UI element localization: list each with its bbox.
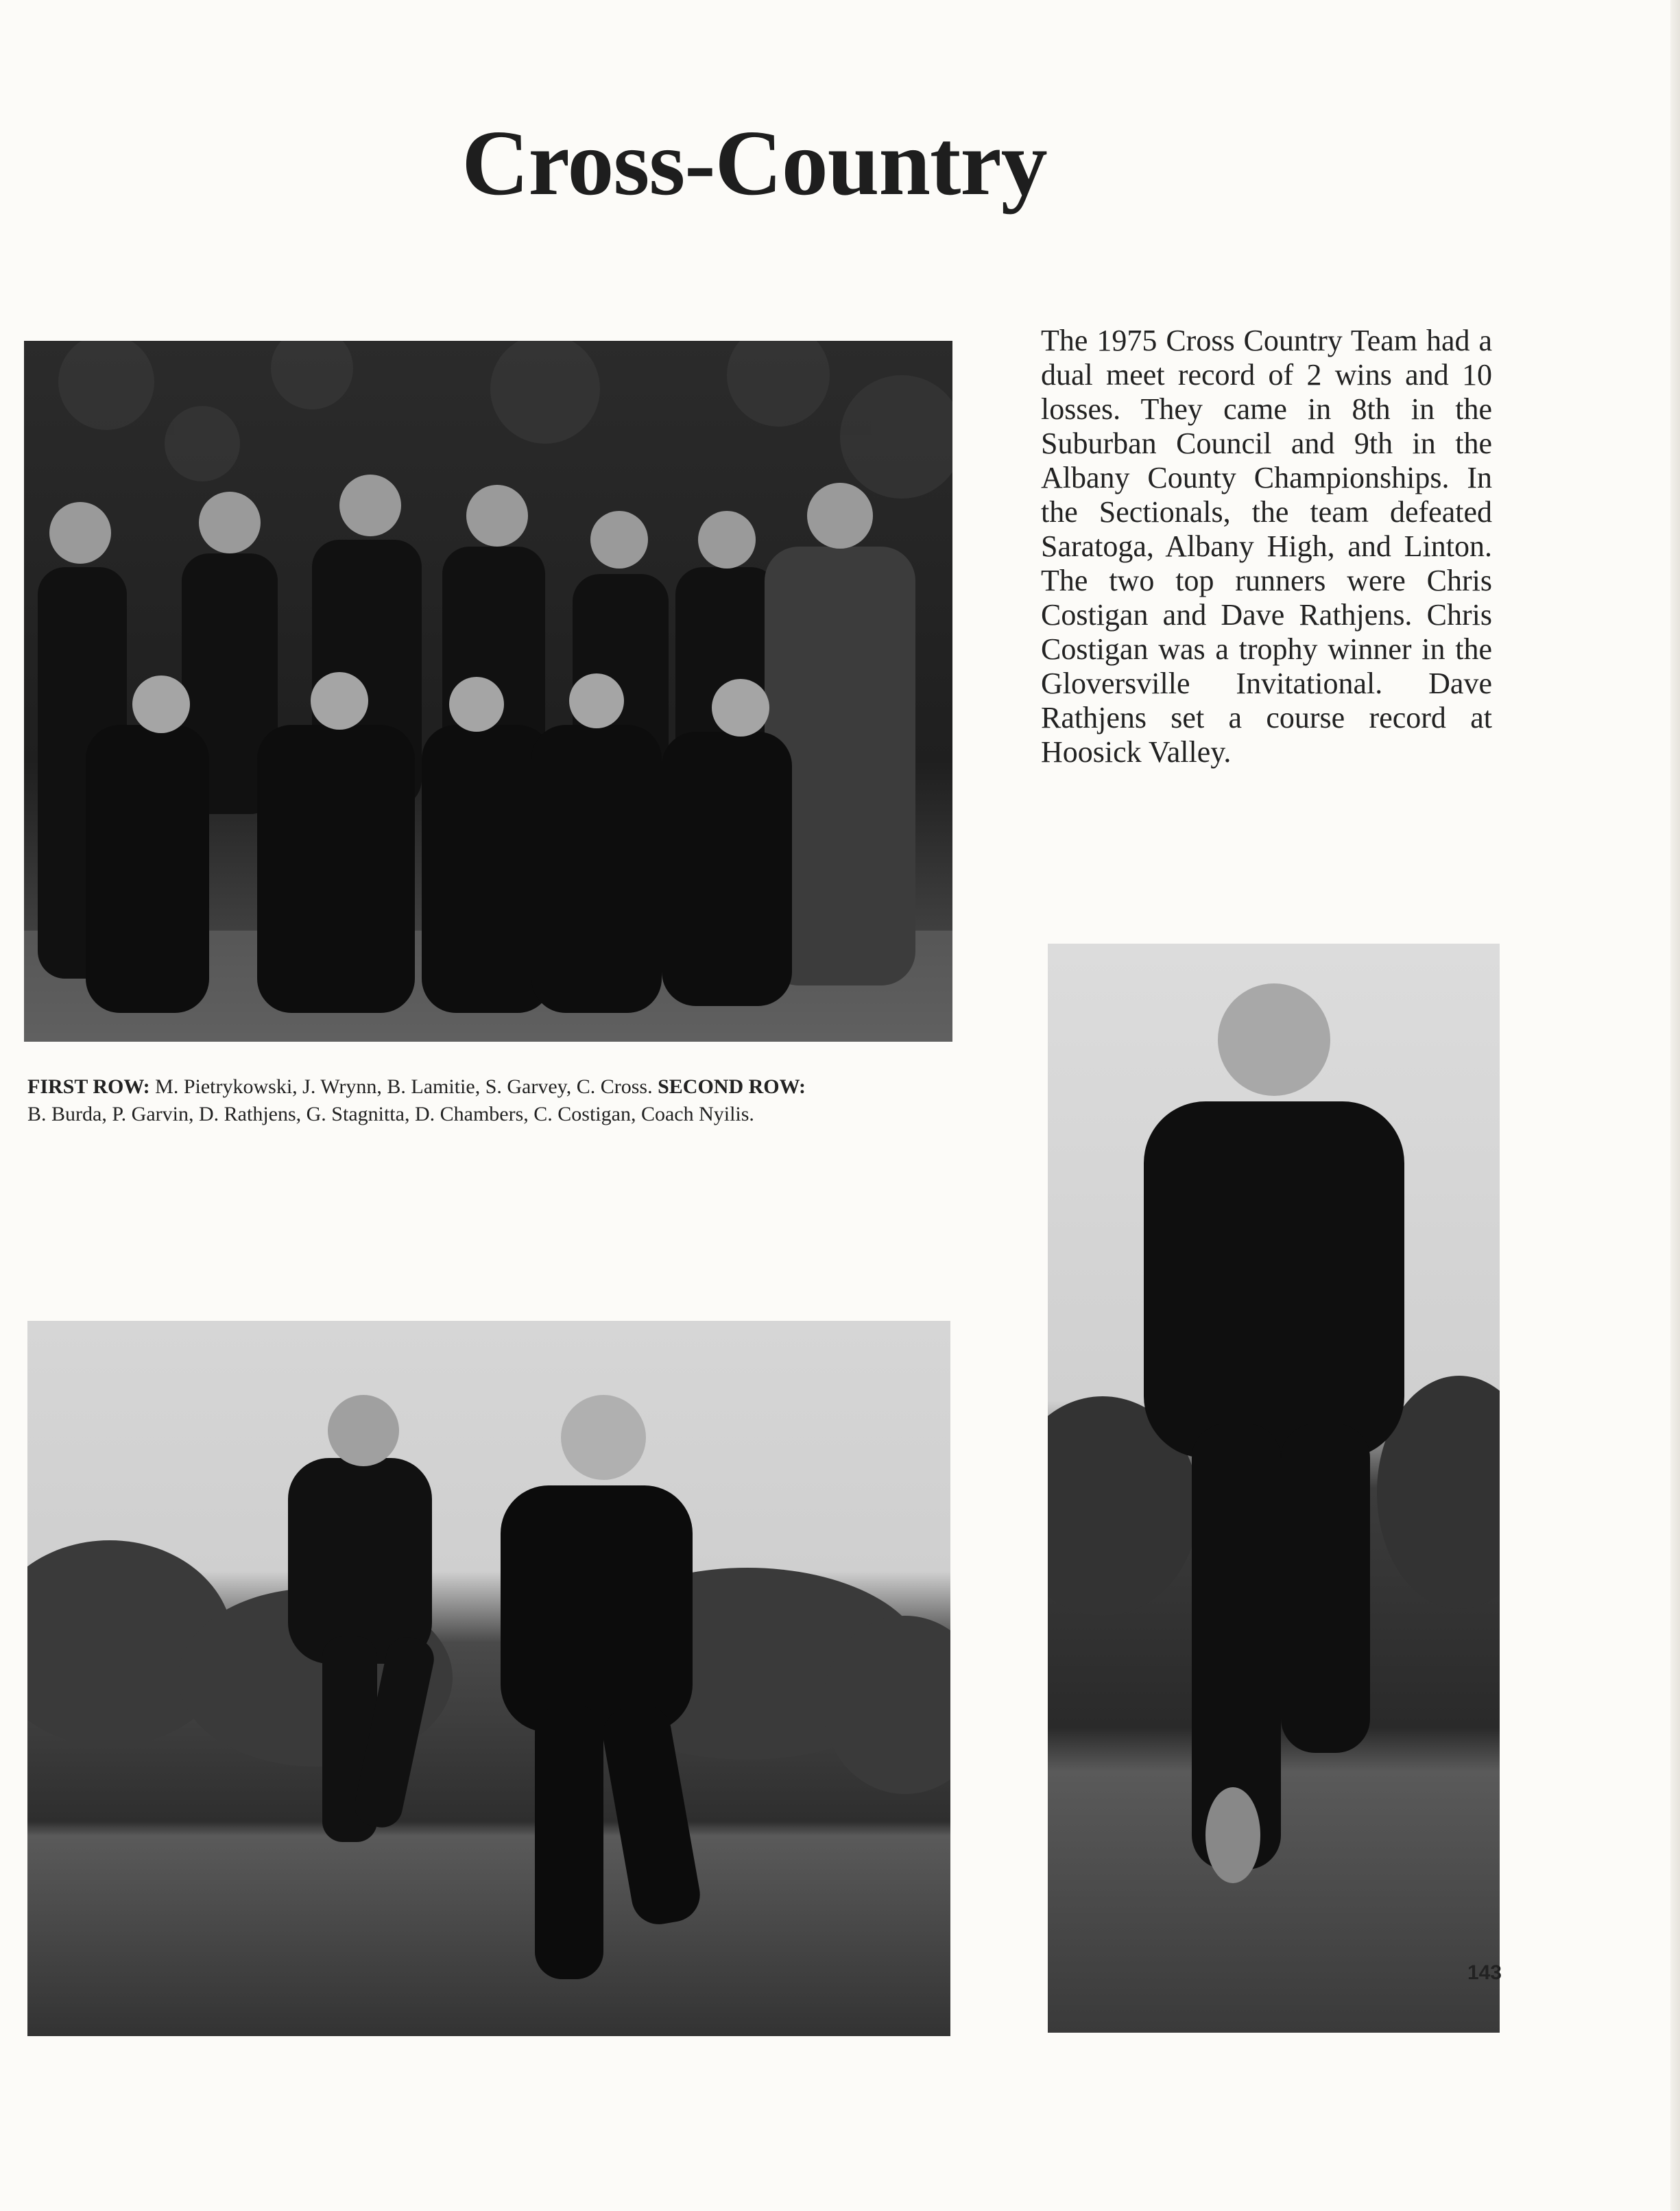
two-runners-photo [27,1321,950,2036]
team-summary-text: The 1975 Cross Country Team had a dual meet record of 2 wins and 10 losses. They came in 8th in the Suburban Council and 9th in the Albany County Championships. In the Sectionals, the team defeated Saratoga, Albany High, and Linton. The two top runners were Chris Costigan and Dave Rathjens. Chris Costigan was a trophy winner in the Gloversville Invitational. Dave Rathjens set a course record at Hoosick Valley. [1041,324,1492,769]
first-row-label: FIRST ROW: [27,1075,150,1098]
second-row-label: SECOND ROW: [658,1075,806,1098]
single-runner-photo [1048,944,1500,2033]
page-gutter-shadow [1670,0,1680,2211]
page-number: 143 [1467,1961,1502,1984]
team-photo [24,341,952,1042]
second-row-names: B. Burda, P. Garvin, D. Rathjens, G. Stagnitta, D. Chambers, C. Costigan, Coach Nyilis. [27,1103,754,1125]
first-row-names: M. Pietrykowski, J. Wrynn, B. Lamitie, S. Garvey, C. Cross. [155,1075,653,1098]
team-photo-caption [27,1073,967,1128]
page-title: Cross-Country [461,112,1047,215]
